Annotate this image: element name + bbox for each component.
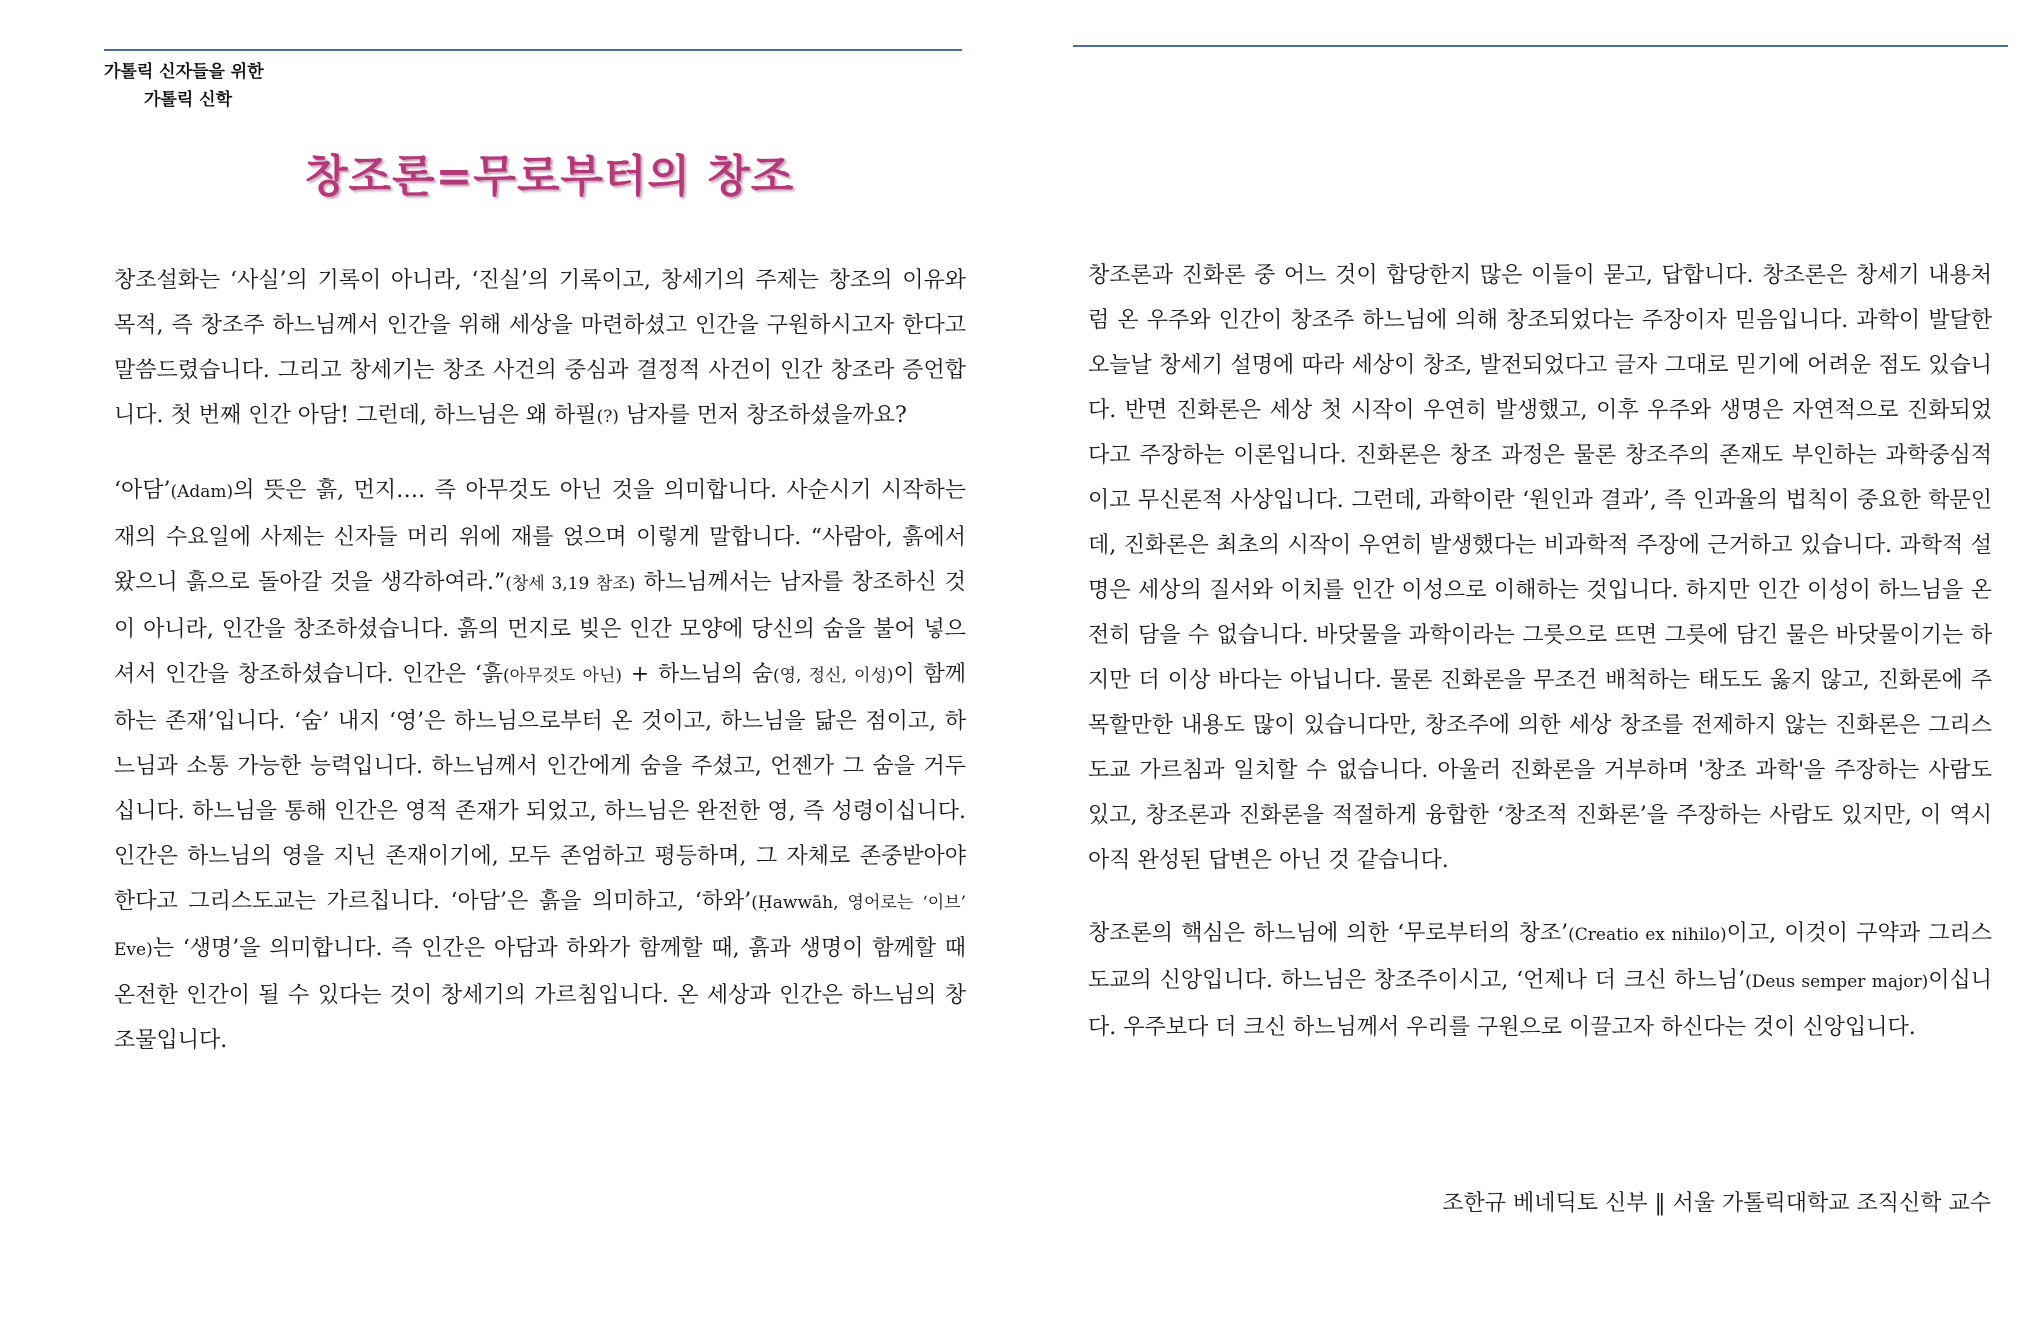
author-signature: 조한규 베네딕토 신부 ‖ 서울 가톨릭대학교 조직신학 교수	[1442, 1191, 1991, 1216]
left-p2-reference: (창세 3,19 참조)	[505, 574, 636, 594]
right-column	[1088, 253, 1992, 1078]
header-rule-right	[1073, 45, 2008, 47]
right-p2-a-note: (Creatio ex nihilo)	[1568, 925, 1727, 945]
page-header	[104, 58, 264, 114]
left-paragraph-2	[114, 468, 966, 1063]
left-p2-e: 이 함께하는 존재’입니다. ‘숨’ 내지 ‘영’은 하느님으로부터 온 것이고, 하느님을 닮은 점이고, 하느님과 소통 가능한 능력입니다. 하느님께서 인간에게 숨을 주셨고, 언젠가 그 숨을 거두십니다. 하느님을 통해 인간은 영적 존재가 되었고, 하느님은 완전한 영, 즉 성령이십니다. 인간은 하느님의 영을 지닌 존재이기에, 모두 존엄하고 평등하며, 그 자체로 존중받아야 한다고 그리스도교는 가르칩니다. ‘아담’은 흙을 의미하고, ‘하와’	[114, 662, 967, 914]
right-p2-b-note: (Deus semper major)	[1745, 972, 1929, 992]
left-p2-b: 의 뜻은 흙, 먼지…. 즉 아무것도 아닌 것을 의미합니다. 사순시기 시작하는 재의 수요일에 사제는 신자들 머리 위에 재를 얹으며 이렇게 말합니다. “사람아, 흙에서 왔으니 흙으로 돌아갈 것을 생각하여라.”	[114, 478, 966, 595]
left-p2-c-note: (아무것도 아닌)	[503, 666, 623, 686]
right-paragraph-2	[1088, 911, 1992, 1050]
header-line-1: 가톨릭 신자들을 위한	[104, 62, 264, 82]
left-paragraph-1	[114, 258, 966, 440]
left-column	[114, 258, 966, 1091]
left-p2-d-note: (영, 정신, 이성)	[772, 666, 894, 686]
page-title: 창조론=무로부터의 창조	[305, 151, 795, 202]
right-p2-a: 창조론의 핵심은 하느님에 의한 ‘무로부터의 창조’	[1088, 921, 1569, 946]
left-p1-end: 남자를 먼저 창조하셨을까요?	[618, 403, 907, 428]
left-p2-d: + 하느님의 숨	[622, 662, 773, 687]
header-rule-left	[104, 49, 962, 51]
left-p1-note: (?)	[596, 407, 619, 427]
right-p2-c: 이십니다. 우주보다 더 크신 하느님께서 우리를 구원으로 이끌고자 하신다는 것이 신앙입니다.	[1088, 968, 1992, 1040]
right-p2-b: 이고, 이것이 구약과 그리스도교의 신앙입니다. 하느님은 창조주이시고, ‘언제나 더 크신 하느님’	[1088, 921, 1992, 993]
header-line-2: 가톨릭 신학	[144, 90, 233, 110]
left-p2-f: 는 ‘생명’을 의미합니다. 즉 인간은 아담과 하와가 함께할 때, 흙과 생명이 함께할 때 온전한 인간이 될 수 있다는 것이 창세기의 가르침입니다. 온 세상과 인간은 하느님의 창조물입니다.	[114, 936, 966, 1053]
right-paragraph-1: 창조론과 진화론 중 어느 것이 합당한지 많은 이들이 묻고, 답합니다. 창조론은 창세기 내용처럼 온 우주와 인간이 창조주 하느님에 의해 창조되었다는 주장이자 믿음입니다. 과학이 발달한 오늘날 창세기 설명에 따라 세상이 창조, 발전되었다고 글자 그대로 믿기에 어려운 점도 있습니다. 반면 진화론은 세상 첫 시작이 우연히 발생했고, 이후 우주와 생명은 자연적으로 진화되었다고 주장하는 이론입니다. 진화론은 창조 과정은 물론 창조주의 존재도 부인하는 과학중심적이고 무신론적 사상입니다. 그런데, 과학이란 ‘원인과 결과’, 즉 인과율의 법칙이 중요한 학문인데, 진화론은 최초의 시작이 우연히 발생했다는 비과학적 주장에 근거하고 있습니다. 과학적 설명은 세상의 질서와 이치를 인간 이성으로 이해하는 것입니다. 하지만 인간 이성이 하느님을 온전히 담을 수 없습니다. 바닷물을 과학이라는 그릇으로 뜨면 그릇에 담긴 물은 바닷물이기는 하지만 더 이상 바다는 아닙니다. 물론 진화론을 무조건 배척하는 태도도 옳지 않고, 진화론에 주목할만한 내용도 많이 있습니다만, 창조주에 의한 세상 창조를 전제하지 않는 진화론은 그리스도교 가르침과 일치할 수 없습니다. 아울러 진화론을 거부하며 '창조 과학'을 주장하는 사람도 있고, 창조론과 진화론을 적절하게 융합한 ‘창조적 진화론’을 주장하는 사람도 있지만, 이 역시 아직 완성된 답변은 아닌 것 같습니다.	[1088, 263, 1992, 873]
left-p2-a: ‘아담’	[114, 478, 171, 503]
left-p2-a-note: (Adam)	[170, 482, 234, 502]
left-p1-text: 창조설화는 ‘사실’의 기록이 아니라, ‘진실’의 기록이고, 창세기의 주제는 창조의 이유와 목적, 즉 창조주 하느님께서 인간을 위해 세상을 마련하셨고 인간을 구원하시고자 한다고 말씀드렸습니다. 그리고 창세기는 창조 사건의 중심과 결정적 사건이 인간 창조라 증언합니다. 첫 번째 인간 아담! 그런데, 하느님은 왜 하필	[114, 268, 966, 428]
left-p2-e-note: (Ḥawwāh, 영어로는 ‘이브’ Eve)	[114, 893, 966, 960]
left-p2-c: 하느님께서는 남자를 창조하신 것이 아니라, 인간을 창조하셨습니다. 흙의 먼지로 빚은 인간 모양에 당신의 숨을 불어 넣으셔서 인간을 창조하셨습니다. 인간은 ‘흙	[114, 570, 966, 687]
